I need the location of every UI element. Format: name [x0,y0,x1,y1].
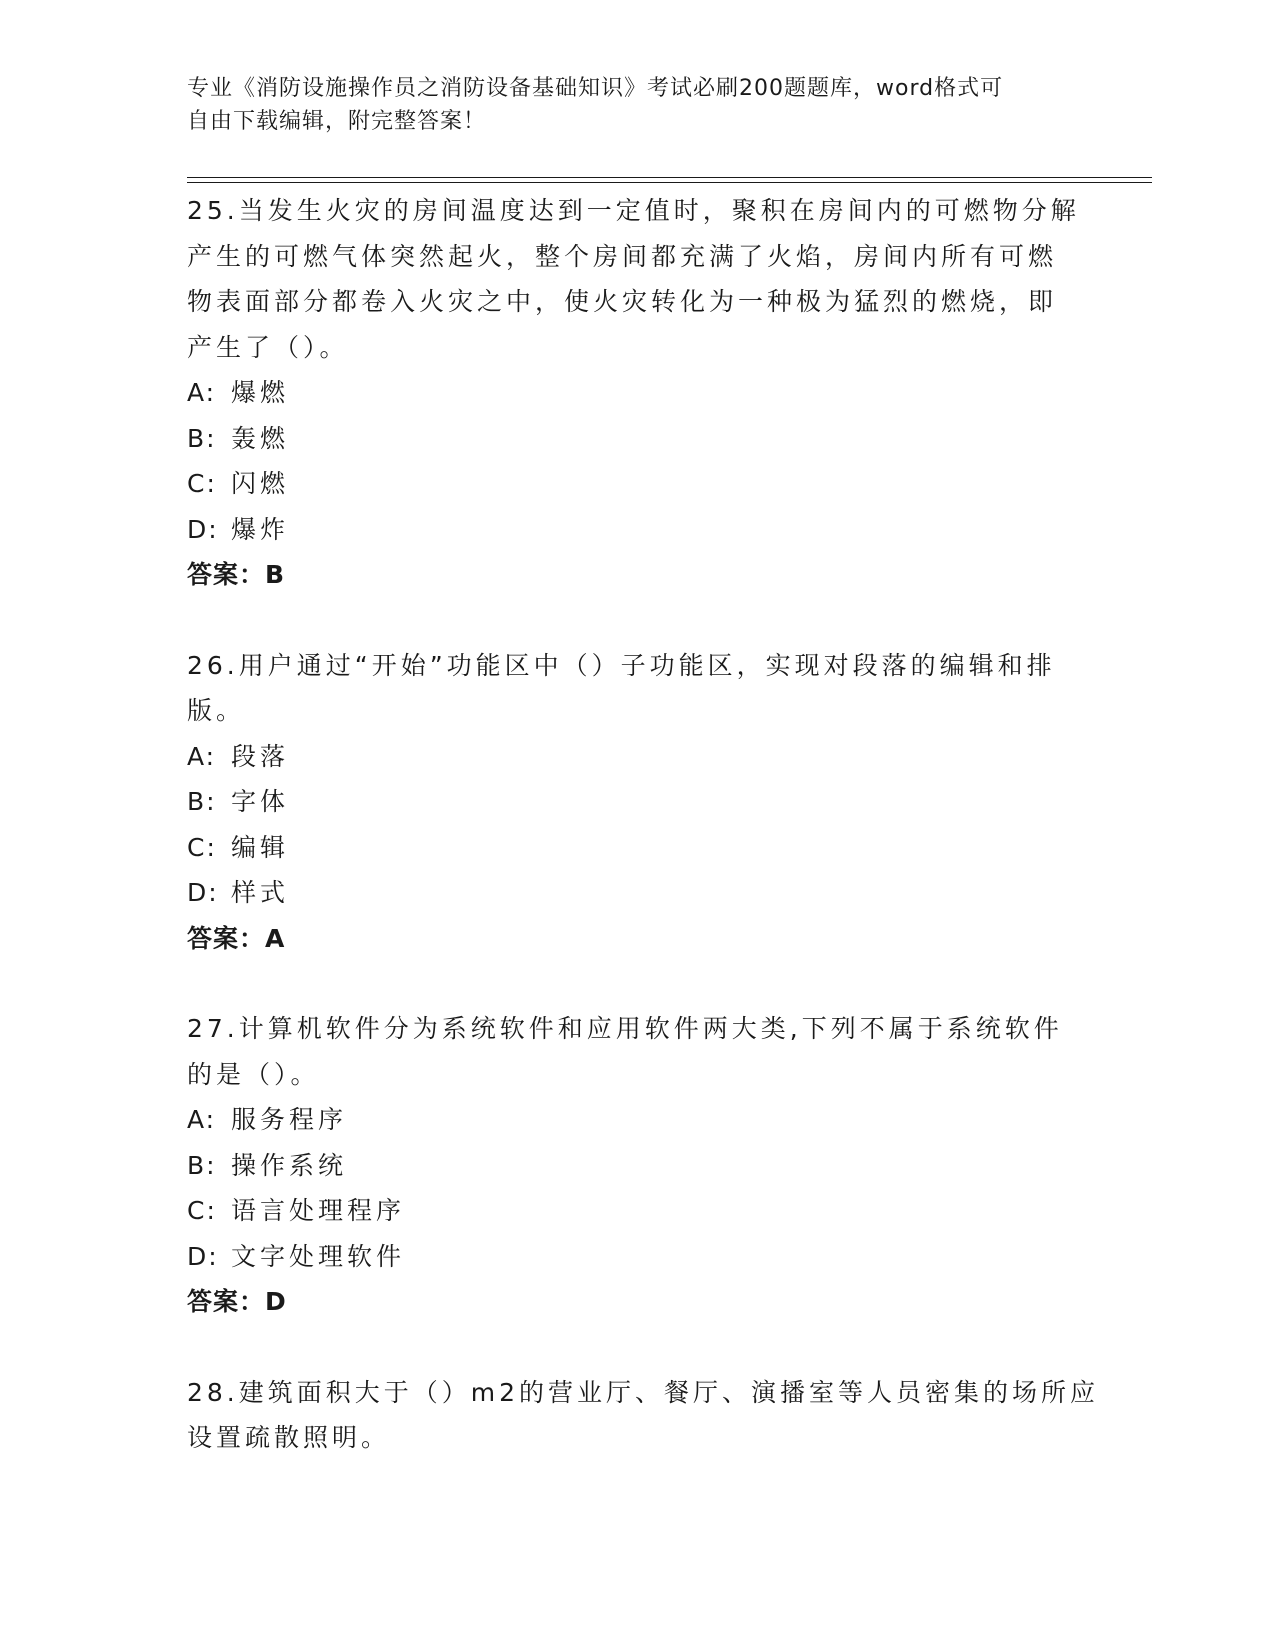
option-letter: C: [187,1196,217,1225]
question-text-line: 设置疏散照明。 [187,1423,391,1452]
question-spacer [187,1325,1087,1370]
option-a [187,1097,1087,1143]
option-d [187,507,1087,553]
option-letter: C: [187,469,217,498]
question-spacer [187,598,1087,643]
document-header [187,72,1087,138]
option-b [187,779,1087,825]
question-text-line: 物表面部分都卷入火灾之中，使火灾转化为一种极为猛烈的燃烧，即 [187,287,1058,316]
question-spacer [187,961,1087,1006]
header-title-line-2: 自由下载编辑，附完整答案！ [187,109,487,134]
option-letter: D: [187,514,219,544]
option-c [187,825,1087,871]
option-text: 字体 [231,787,290,816]
option-a [187,734,1087,780]
option-text: 轰燃 [231,423,290,453]
question-25 [187,188,1087,598]
option-letter: D: [187,1241,219,1271]
answer-label: 答案：B [187,560,286,589]
option-text: 操作系统 [231,1150,348,1180]
question-26 [187,643,1087,962]
option-text: 服务程序 [231,1105,348,1134]
option-letter: A: [187,378,217,407]
option-text: 样式 [231,878,290,907]
option-letter: C: [187,832,217,862]
header-divider-bottom [187,182,1152,183]
option-c [187,461,1087,507]
option-letter: D: [187,878,219,907]
question-text-line: 的是（）。 [187,1059,320,1089]
question-text-line: 25.当发生火灾的房间温度达到一定值时，聚积在房间内的可燃物分解 [187,196,1080,225]
question-text-line: 26.用户通过“开始”功能区中（）子功能区，实现对段落的编辑和排 [187,650,1056,680]
option-letter: B: [187,1150,217,1180]
option-b [187,1143,1087,1189]
option-letter: A: [187,741,217,771]
option-letter: A: [187,1105,217,1134]
option-b [187,416,1087,462]
answer-label: 答案：D [187,1287,287,1316]
option-a [187,370,1087,416]
option-d [187,870,1087,916]
question-list [187,188,1100,1461]
question-28 [187,1370,1100,1461]
question-text-line: 28.建筑面积大于（）m2的营业厅、餐厅、演播室等人员密集的场所应 [187,1377,1100,1407]
option-letter: B: [187,787,217,816]
option-c [187,1188,1087,1234]
question-text-line: 产生了（）。 [187,332,349,362]
option-d [187,1234,1087,1280]
option-text: 段落 [231,741,290,771]
question-27 [187,1006,1087,1325]
option-text: 编辑 [231,832,290,862]
option-text: 语言处理程序 [231,1196,406,1225]
option-text: 闪燃 [231,469,290,498]
option-letter: B: [187,423,217,453]
header-divider-top [187,177,1152,178]
header-title-line-1: 专业《消防设施操作员之消防设备基础知识》考试必刷200题题库，word格式可 [187,76,1004,101]
answer-label: 答案：A [187,923,286,953]
question-text-line: 产生的可燃气体突然起火，整个房间都充满了火焰，房间内所有可燃 [187,241,1058,271]
question-text-line: 版。 [187,696,246,725]
option-text: 爆燃 [231,378,290,407]
option-text: 文字处理软件 [231,1241,406,1271]
option-text: 爆炸 [231,514,290,544]
question-text-line: 27.计算机软件分为系统软件和应用软件两大类,下列不属于系统软件 [187,1014,1063,1043]
